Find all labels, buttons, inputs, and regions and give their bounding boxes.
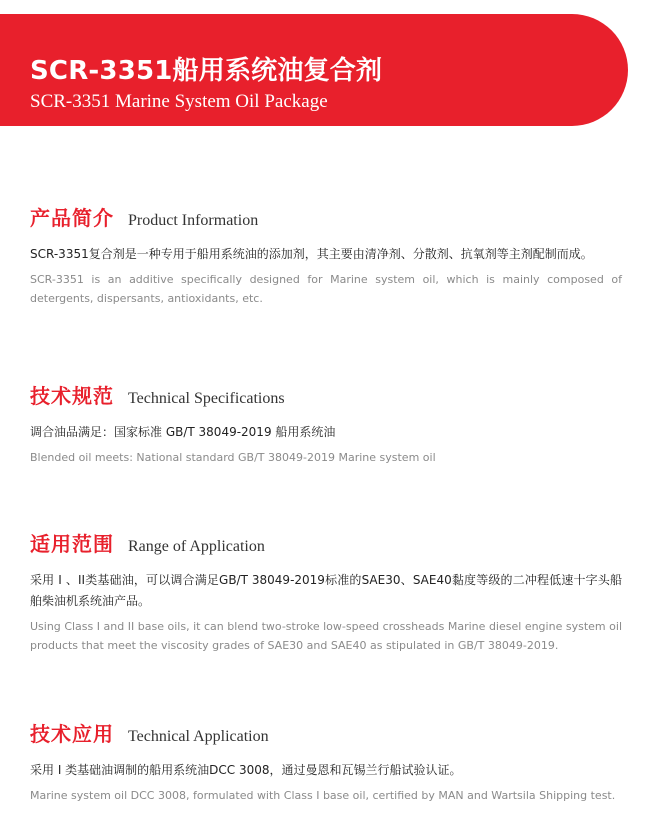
section-heading	[30, 718, 622, 746]
section-text-cn: 调合油品满足：国家标准 GB/T 38049-2019 船用系统油	[30, 425, 336, 439]
section-heading-en: Technical Application	[128, 728, 269, 745]
section-heading	[30, 202, 622, 230]
section-text-cn: 采用 I 类基础油调制的船用系统油DCC 3008，通过曼恩和瓦锡兰行船试验认证。	[30, 763, 462, 777]
section-heading	[30, 528, 622, 556]
section-heading-cn: 技术规范	[30, 384, 114, 408]
section-product-information	[30, 202, 622, 308]
section-range-of-application	[30, 528, 622, 655]
section-heading-cn: 产品简介	[30, 206, 114, 230]
section-heading-en: Technical Specifications	[128, 390, 285, 407]
section-technical-application	[30, 718, 622, 805]
page-title: SCR-3351船用系统油复合剂	[30, 56, 383, 86]
page-subtitle: SCR-3351 Marine System Oil Package	[30, 91, 328, 112]
section-text-cn: 采用 I 、II类基础油，可以调合满足GB/T 38049-2019标准的SAE30、SAE40黏度等级的二冲程低速十字头船舶柴油机系统油产品。	[30, 573, 622, 608]
section-text-en: Using Class I and II base oils, it can blend two-stroke low-speed crossheads Marine diesel engine system oil products that meet the viscosity grades of SAE30 and SAE40 as stipulated in GB/T 38049-2019.	[30, 620, 622, 652]
section-text-en: Blended oil meets: National standard GB/T 38049-2019 Marine system oil	[30, 451, 436, 464]
section-text-en: SCR-3351 is an additive specifically designed for Marine system oil, which is mainly composed of detergents, dispersants, antioxidants, etc.	[30, 273, 622, 305]
section-heading-cn: 技术应用	[30, 722, 114, 746]
section-heading	[30, 380, 622, 408]
section-heading-en: Range of Application	[128, 538, 265, 555]
section-technical-specifications	[30, 380, 622, 467]
section-text-en: Marine system oil DCC 3008, formulated with Class I base oil, certified by MAN and Wartsila Shipping test.	[30, 789, 616, 802]
section-heading-cn: 适用范围	[30, 532, 114, 556]
title-banner	[0, 14, 628, 126]
section-heading-en: Product Information	[128, 212, 259, 229]
section-text-cn: SCR-3351复合剂是一种专用于船用系统油的添加剂，其主要由清净剂、分散剂、抗氧剂等主剂配制而成。	[30, 247, 593, 261]
